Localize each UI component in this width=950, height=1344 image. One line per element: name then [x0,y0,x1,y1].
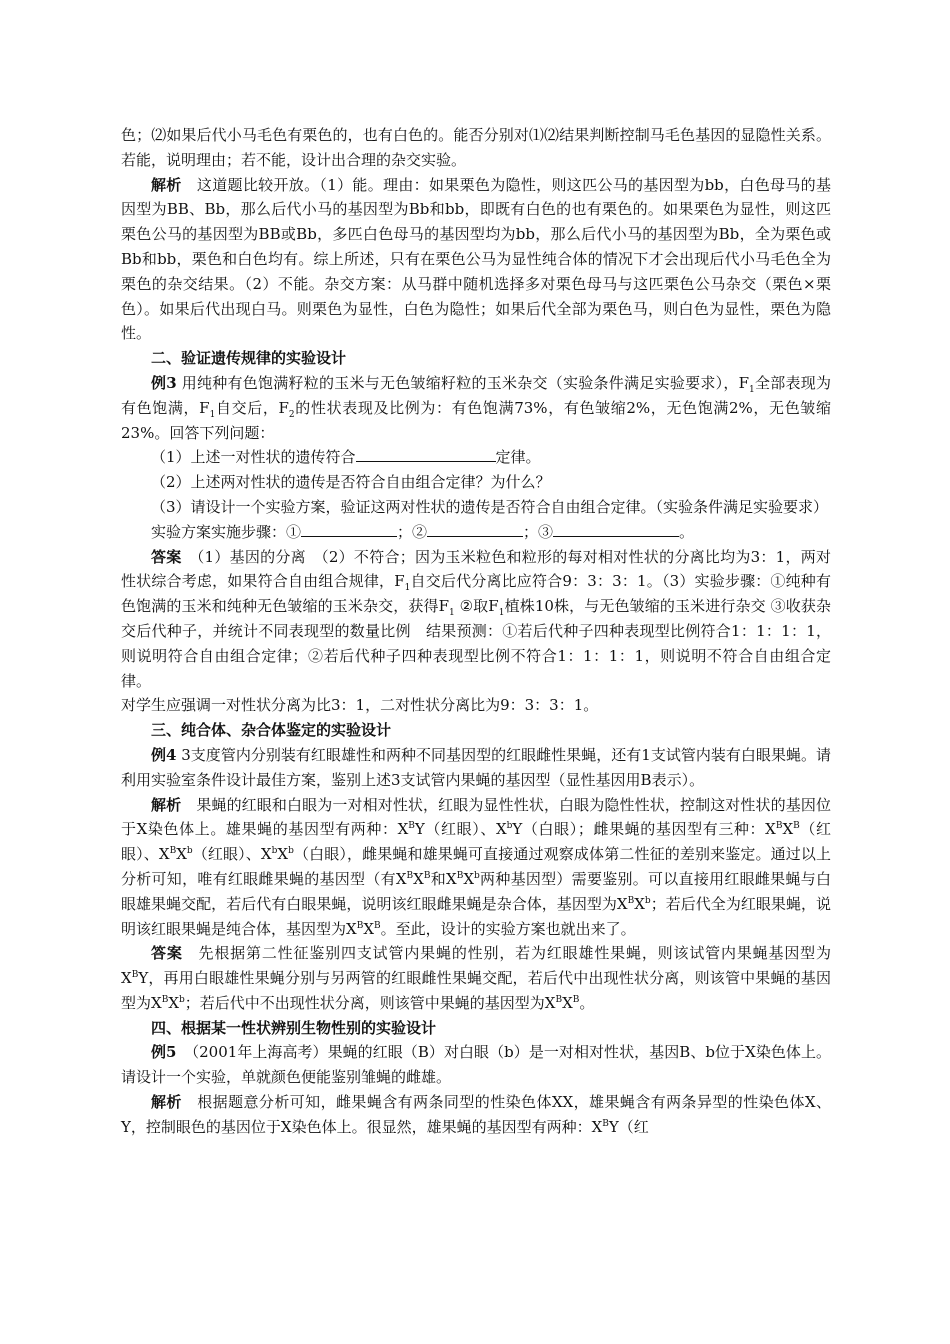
label-answer: 答案 [151,944,183,963]
step-blank-1 [301,522,397,537]
example-5-paragraph [121,1040,831,1090]
step-blank-2 [427,522,523,537]
document-page [121,123,831,1140]
label-example-4: 例4 [151,745,177,764]
steps-end: 。 [679,522,695,541]
question-2: （2）上述两对性状的遗传是否符合自由组合定律？为什么？ [151,473,551,492]
question-3: （3）请设计一个实验方案，验证这两对性状的遗传是否符合自由组合定律。（实验条件满足实验要求） [151,497,829,516]
teacher-note: 对学生应强调一对性状分离为比3：1，二对性状分离比为9：3：3：1。 [121,696,599,715]
steps-sep-2: ；② [397,522,428,541]
example-5-text: （2001年上海高考）果蝇的红眼（B）对白眼（b）是一对相对性状，基因B、b位于X染色体上。请设计一个实验，单就颜色便能鉴别雏蝇的雌雄。 [121,1043,832,1087]
steps-label: 实验方案实施步骤：① [151,522,302,541]
step-blank-3 [553,522,679,537]
answer-text: （1）基因的分离 （2）不符合；因为玉米粒色和粒形的每对相对性状的分离比均为3：1，两对性状综合考虑，如果符合自由组合规律，$F_1$自交后代分离比应符合9：3：3：1。（3）实验步骤：①纯种有色饱满的玉米和纯种无色皱缩的玉米杂交，获得$F_1$ ②取$F_1$植株10株，与无色皱缩的玉米进行杂交 ③收获杂交后代种子，并统计不同表现型的数量比例 结果预测：①若后代种子四种表现型比例符合1：1：1：1，则说明符合自由组合定律；②若后代种子四种表现型比例不符合1：1：1：1，则说明不符合自由组合定律。 [121,547,832,690]
section-heading-3: 三、纯合体、杂合体鉴定的实验设计 [151,721,392,740]
section-heading-2: 二、验证遗传规律的实验设计 [151,349,347,368]
label-analysis: 解析 [151,175,182,194]
example-4-paragraph [121,743,831,793]
label-analysis: 解析 [151,1093,182,1112]
answer-paragraph-example-3 [121,545,831,694]
experiment-steps [121,520,831,545]
analysis-paragraph-horse [121,173,831,347]
label-answer: 答案 [151,547,182,566]
answer-text: 先根据第二性征鉴别四支试管内果蝇的性别，若为红眼雄性果蝇，则该试管内果蝇基因型为$X^BY$，再用白眼雄性果蝇分别与另两管的红眼雌性果蝇交配，若后代中出现性状分离，则该管中果蝇的基因型为$X^BX^b$；若后代中不出现性状分离，则该管中果蝇的基因型为$X^BX^B$。 [121,944,831,1012]
analysis-text: 果蝇的红眼和白眼为一对相对性状，红眼为显性性状，白眼为隐性性状，控制这对性状的基因位于X染色体上。雄果蝇的基因型有两种：$X^BY$（红眼）、$X^bY$（白眼）；雌果蝇的基因型有三种：$X^BX^B$（红眼）、$X^BX^b$（红眼）、$X^bX^b$（白眼），雌果蝇和雄果蝇可直接通过观察成体第二性征的差别来鉴定。通过以上分析可知，唯有红眼雌果蝇的基因型（有$X^BX^B$和$X^BX^b$两种基因型）需要鉴别。可以直接用红眼雌果蝇与白眼雄果蝇交配，若后代有白眼果蝇，说明该红眼雌果蝇是杂合体，基因型为$X^BX^b$；若后代全为红眼果蝇，说明该红眼果蝇是纯合体，基因型为$X^BX^B$。至此，设计的实验方案也就出来了。 [121,795,831,938]
example-4-text: 3支度管内分别装有红眼雄性和两种不同基因型的红眼雌性果蝇，还有1支试管内装有白眼果蝇。请利用实验室条件设计最佳方案，鉴别上述3支试管内果蝇的基因型（显性基因用B表示）。 [121,745,831,789]
analysis-paragraph-sex [121,1090,831,1140]
example-3-paragraph [121,371,831,445]
example-3-text: 用纯种有色饱满籽粒的玉米与无色皱缩籽粒的玉米杂交（实验条件满足实验要求），$F_1$全部表现为有色饱满，$F_1$自交后，$F_2$的性状表现及比例为：有色饱满73%，有色皱缩2%，无色饱满2%，无色皱缩23%。回答下列问题： [121,373,831,442]
section-heading-4: 四、根据某一性状辨别生物性别的实验设计 [151,1018,437,1037]
answer-paragraph-example-4 [121,941,831,1015]
question-1-end: 定律。 [495,448,541,467]
paragraph-continuation: 色；⑵如果后代小马毛色有栗色的，也有白色的。能否分别对⑴⑵结果判断控制马毛色基因的显隐性关系。若能，说明理由；若不能，设计出合理的杂交实验。 [121,126,831,169]
answer-blank-1 [356,447,496,462]
analysis-paragraph-fly [121,793,831,942]
question-1 [121,445,831,470]
label-example-5: 例5 [151,1043,177,1062]
label-analysis: 解析 [151,795,182,814]
analysis-text: 根据题意分析可知，雌果蝇含有两条同型的性染色体XX，雄果蝇含有两条异型的性染色体X、Y，控制眼色的基因位于X染色体上。很显然，雄果蝇的基因型有两种：$X^BY$（红 [121,1093,831,1136]
steps-sep-3: ；③ [523,522,554,541]
label-example-3: 例3 [151,373,177,392]
analysis-text: 这道题比较开放。（1）能。理由：如果栗色为隐性，则这匹公马的基因型为bb，白色母马的基因型为BB、Bb，那么后代小马的基因型为Bb和bb，即既有白色的也有栗色的。如果栗色为显性，则这匹栗色公马的基因型为BB或Bb，多匹白色母马的基因型均为bb，那么后代小马的基因型为Bb，全为栗色或Bb和bb，栗色和白色均有。综上所述，只有在栗色公马为显性纯合体的情况下才会出现后代小马毛色全为栗色的杂交结果。（2）不能。杂交方案：从马群中随机选择多对栗色母马与这匹栗色公马杂交（栗色×栗色）。如果后代出现白马。则栗色为显性，白色为隐性；如果后代全部为栗色马，则白色为显性，栗色为隐性。 [121,175,831,343]
question-1-start: （1）上述一对性状的遗传符合 [151,448,356,467]
